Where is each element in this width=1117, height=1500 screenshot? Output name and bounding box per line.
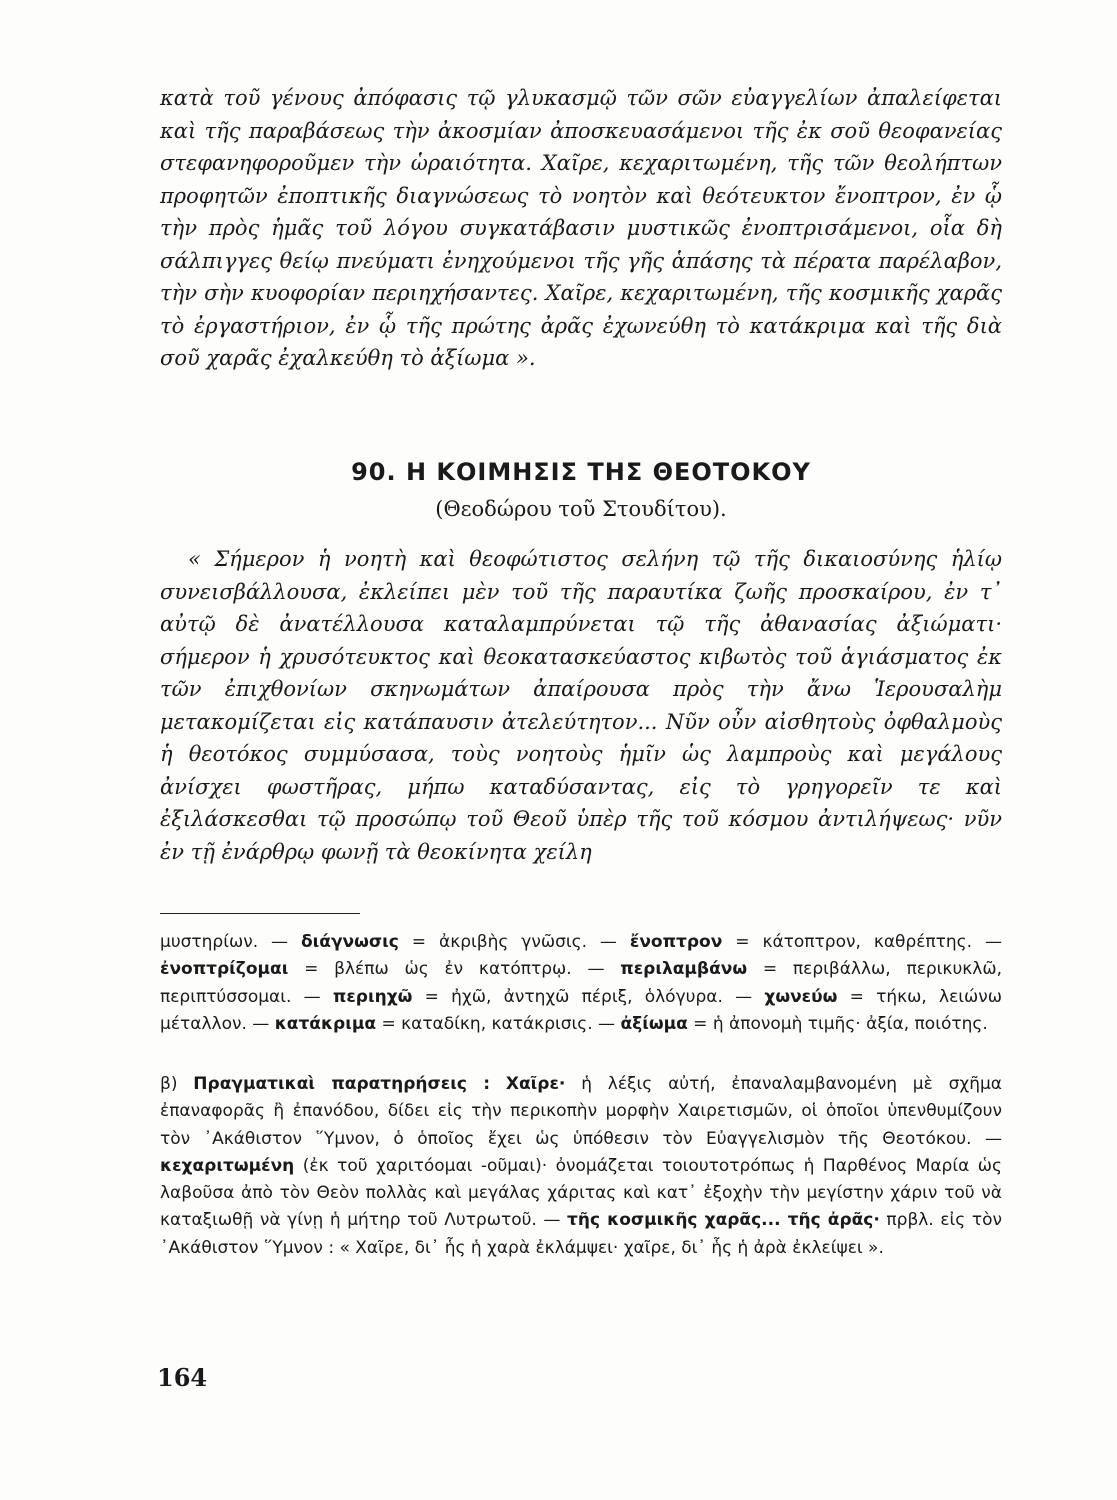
glossary-term: χωνεύω xyxy=(764,986,838,1007)
remark-term: Χαῖρε· xyxy=(505,1074,566,1094)
remark-entry xyxy=(193,1074,506,1094)
remark-term: κεχαριτωμένη xyxy=(160,1155,295,1176)
section-title: 90. Η ΚΟΙΜΗΣΙΣ ΤΗΣ ΘΕΟΤΟΚΟΥ xyxy=(351,458,811,486)
glossary-entry: μυστηρίων. — xyxy=(160,932,301,952)
remark-term: τῆς κοσμικῆς χαρᾶς... τῆς ἀρᾶς· xyxy=(567,1210,880,1231)
glossary-term: ἐνοπτρίζομαι xyxy=(160,959,289,980)
remark-entry: τῆς κοσμικῆς χαρᾶς... τῆς ἀρᾶς· πρβλ. εἰς τὸν ᾿Ακάθιστον ῞Υμνον : « Χαῖρε, δι᾿ ἧς ἡ χαρὰ ἐκλάμψει· χαῖρε, δι᾿ ἧς ἡ ἀρὰ ἐκλείψει ». xyxy=(160,1210,1002,1258)
glossary-term: ἔνοπτρον xyxy=(629,932,723,952)
glossary-term: περιηχῶ xyxy=(332,986,413,1007)
glossary-entry: περιλαμβάνω = περιβάλλω, περικυκλῶ, περιπτύσσομαι. — xyxy=(160,959,1002,1007)
glossary-entry: ἔνοπτρον = κάτοπτρον, καθρέπτης. — xyxy=(629,932,1002,952)
glossary-term: κατάκριμα xyxy=(274,1013,377,1034)
glossary-entry: ἐνοπτρίζομαι = βλέπω ὡς ἐν κατόπτρῳ. — xyxy=(160,959,621,980)
footnote-remarks xyxy=(160,1071,1002,1262)
body-paragraph-quote: « Σήμερον ἡ νοητὴ καὶ θεοφώτιστος σελήνη τῷ τῆς δικαιοσύνης ἡλίῳ συνεισβάλλουσα, ἐκλείπει μὲν τοῦ τῆς παραυτίκα ζωῆς προσκαίρου, ἐν τ᾿ αὐτῷ δὲ ἀνατέλλουσα καταλαμπρύνεται τῷ τῆς ἀθανασίας ἀξιώματι· σήμερον ἡ χρυσότευκτος καὶ θεοκατασκεύαστος κιβωτὸς τοῦ ἁγιάσματος ἐκ τῶν ἐπιχθονίων σκηνωμάτων ἀπαίρουσα πρὸς τὴν ἄνω Ἱερουσαλὴμ μετακομίζεται εἰς κατάπαυσιν ἀτελεύτητον... Νῦν οὖν αἰσθητοὺς ὀφθαλμοὺς ἡ θεοτόκος συμμύσασα, τοὺς νοητοὺς ἡμῖν ὡς λαμπροὺς καὶ μεγάλους ἀνίσχει φωστῆρας, μήπω καταδύσαντας, εἰς τὸ γρηγορεῖν τε καὶ ἐξιλάσκεσθαι τῷ προσώπῳ τοῦ Θεοῦ ὑπὲρ τῆς τοῦ κόσμου ἀντιλήψεως· νῦν ἐν τῇ ἐνάρθρῳ φωνῇ τὰ θεοκίνητα χείλη xyxy=(160,547,1002,864)
remark-entry: κεχαριτωμένη (ἐκ τοῦ χαριτόομαι -οῦμαι)· ὀνομάζεται τοιουτοτρόπως ἡ Παρθένος Μαρία ὡς λαβοῦσα ἀπὸ τὸν Θεὸν πολλὰς καὶ μεγάλας χάριτας καὶ κατ᾿ ἐξοχὴν τὴν μεγίστην χάριν τοῦ νὰ καταξιωθῇ νὰ γίνῃ ἡ μήτηρ τοῦ Λυτρωτοῦ. — xyxy=(160,1155,1002,1231)
section-subtitle: (Θεοδώρου τοῦ Στουδίτου). xyxy=(435,497,727,521)
remark-term: Πραγματικαὶ παρατηρήσεις : xyxy=(193,1074,491,1094)
remark-entry: β) xyxy=(160,1074,194,1094)
glossary-entry: περιηχῶ = ἠχῶ, ἀντηχῶ πέριξ, ὁλόγυρα. — xyxy=(332,986,765,1007)
glossary-term: περιλαμβάνω xyxy=(620,959,748,980)
glossary-entry: χωνεύω = τήκω, λειώνω μέταλλον. — xyxy=(160,986,1002,1034)
footnote-divider xyxy=(160,913,360,914)
body-paragraph-continued: κατὰ τοῦ γένους ἀπόφασις τῷ γλυκασμῷ τῶν σῶν εὐαγγελίων ἀπαλείφεται καὶ τῆς παραβάσεως τὴν ἀκοσμίαν ἀποσκευασάμενοι τῆς ἐκ σοῦ θεοφανείας στεφανηφοροῦμεν τὴν ὡραιότητα. Χαῖρε, κεχαριτωμένη, τῆς τῶν θεολήπτων προφητῶν ἐποπτικῆς διαγνώσεως τὸ νοητὸν καὶ θεότευκτον ἔνοπτρον, ἐν ᾧ τὴν πρὸς ἡμᾶς τοῦ λόγου συγκατάβασιν μυστικῶς ἐνοπτρισάμενοι, οἷα δὴ σάλπιγγες θείῳ πνεύματι ἐνηχούμενοι τῆς γῆς ἁπάσης τὰ πέρατα παρέλαβον, τὴν σὴν κυοφορίαν περιηχήσαντες. Χαῖρε, κεχαριτωμένη, τῆς κοσμικῆς χαρᾶς τὸ ἐργαστήριον, ἐν ᾧ τῆς πρώτης ἀρᾶς ἐχωνεύθη τὸ κατάκριμα καὶ τῆς διὰ σοῦ χαρᾶς ἐχαλκεύθη τὸ ἀξίωμα ». xyxy=(160,86,1002,370)
glossary-term: ἀξίωμα xyxy=(620,1013,688,1034)
page-number: 164 xyxy=(157,1363,208,1392)
glossary-entry: ἀξίωμα = ἡ ἀπονομὴ τιμῆς· ἀξία, ποιότης. xyxy=(620,1013,988,1034)
glossary-term: διάγνωσις xyxy=(301,932,399,952)
glossary-entry: κατάκριμα = καταδίκη, κατάκρισις. — xyxy=(274,1013,621,1034)
glossary-entry: διάγνωσις = ἀκριβὴς γνῶσις. — xyxy=(301,932,630,952)
remark-entry: Χαῖρε· ἡ λέξις αὐτή, ἐπαναλαμβανομένη μὲ σχῆμα ἐπαναφορᾶς ἢ ἐπανόδου, δίδει εἰς τὴν περικοπὴν μορφὴν Χαιρετισμῶν, οἱ ὁποῖοι ὑπενθυμίζουν τὸν ᾿Ακάθιστον ῞Υμνον, ὁ ὁποῖος ἔχει ὡς ὑπόθεσιν τὸν Εὐαγγελισμὸν τῆς Θεοτόκου. — xyxy=(160,1074,1003,1149)
footnote-glossary xyxy=(160,929,1002,1038)
